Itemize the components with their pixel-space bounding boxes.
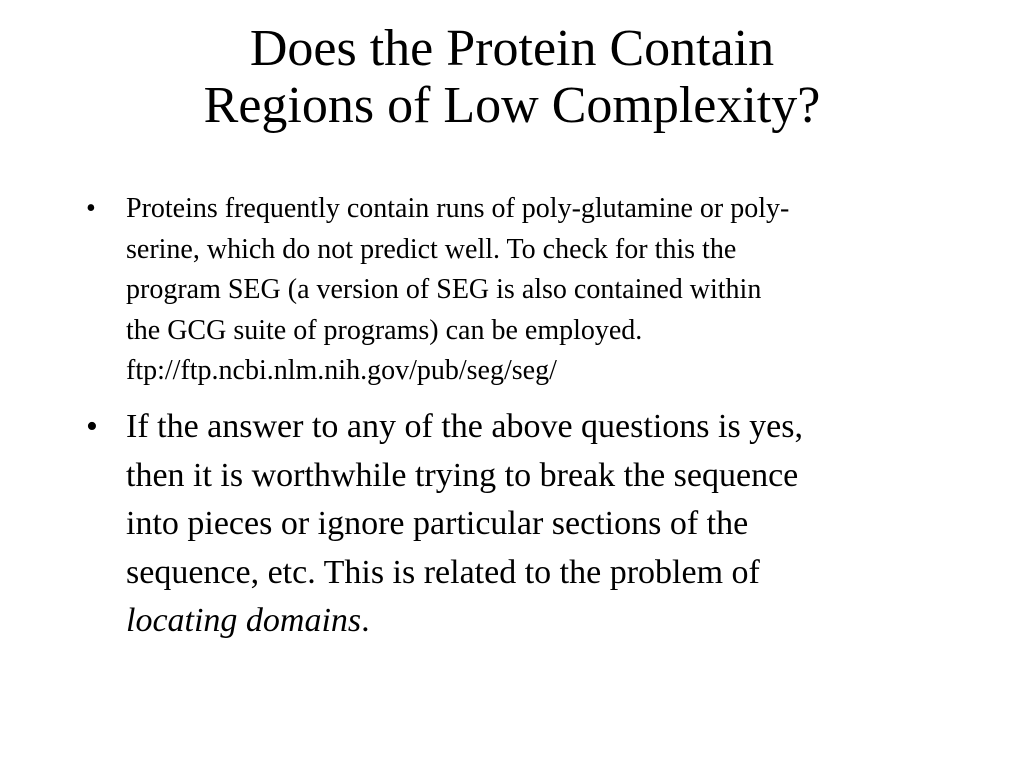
bullet-line: serine, which do not predict well. To check for this the [126,233,737,265]
final-period: . [361,602,370,639]
bullet-line: into pieces or ignore particular sections of the [126,505,749,542]
slide-title [0,20,1024,134]
title-line-1: Does the Protein Contain [249,20,775,77]
bullet-line: If the answer to any of the above questions is yes, [126,408,803,445]
bullet-text [126,403,926,646]
bullet-line: the GCG suite of programs) can be employed. [126,314,643,346]
bullet-text [126,189,946,392]
title-line-2: Regions of Low Complexity? [203,77,821,134]
bullet-dot: • [86,408,98,445]
bullet-line-final [126,597,926,646]
bullet-line: sequence, etc. This is related to the problem of [126,553,760,591]
bullet-line: then it is worthwhile trying to break the sequence [126,456,799,494]
bullet-dot: • [86,193,96,224]
bullet-line: program SEG (a version of SEG is also contained within [126,274,762,305]
seg-ftp-link: ftp://ftp.ncbi.nlm.nih.gov/pub/seg/seg/ [126,355,557,386]
locating-domains-emphasis: locating domains [126,602,362,639]
bullet-line: Proteins frequently contain runs of poly-glutamine or poly- [126,193,790,224]
